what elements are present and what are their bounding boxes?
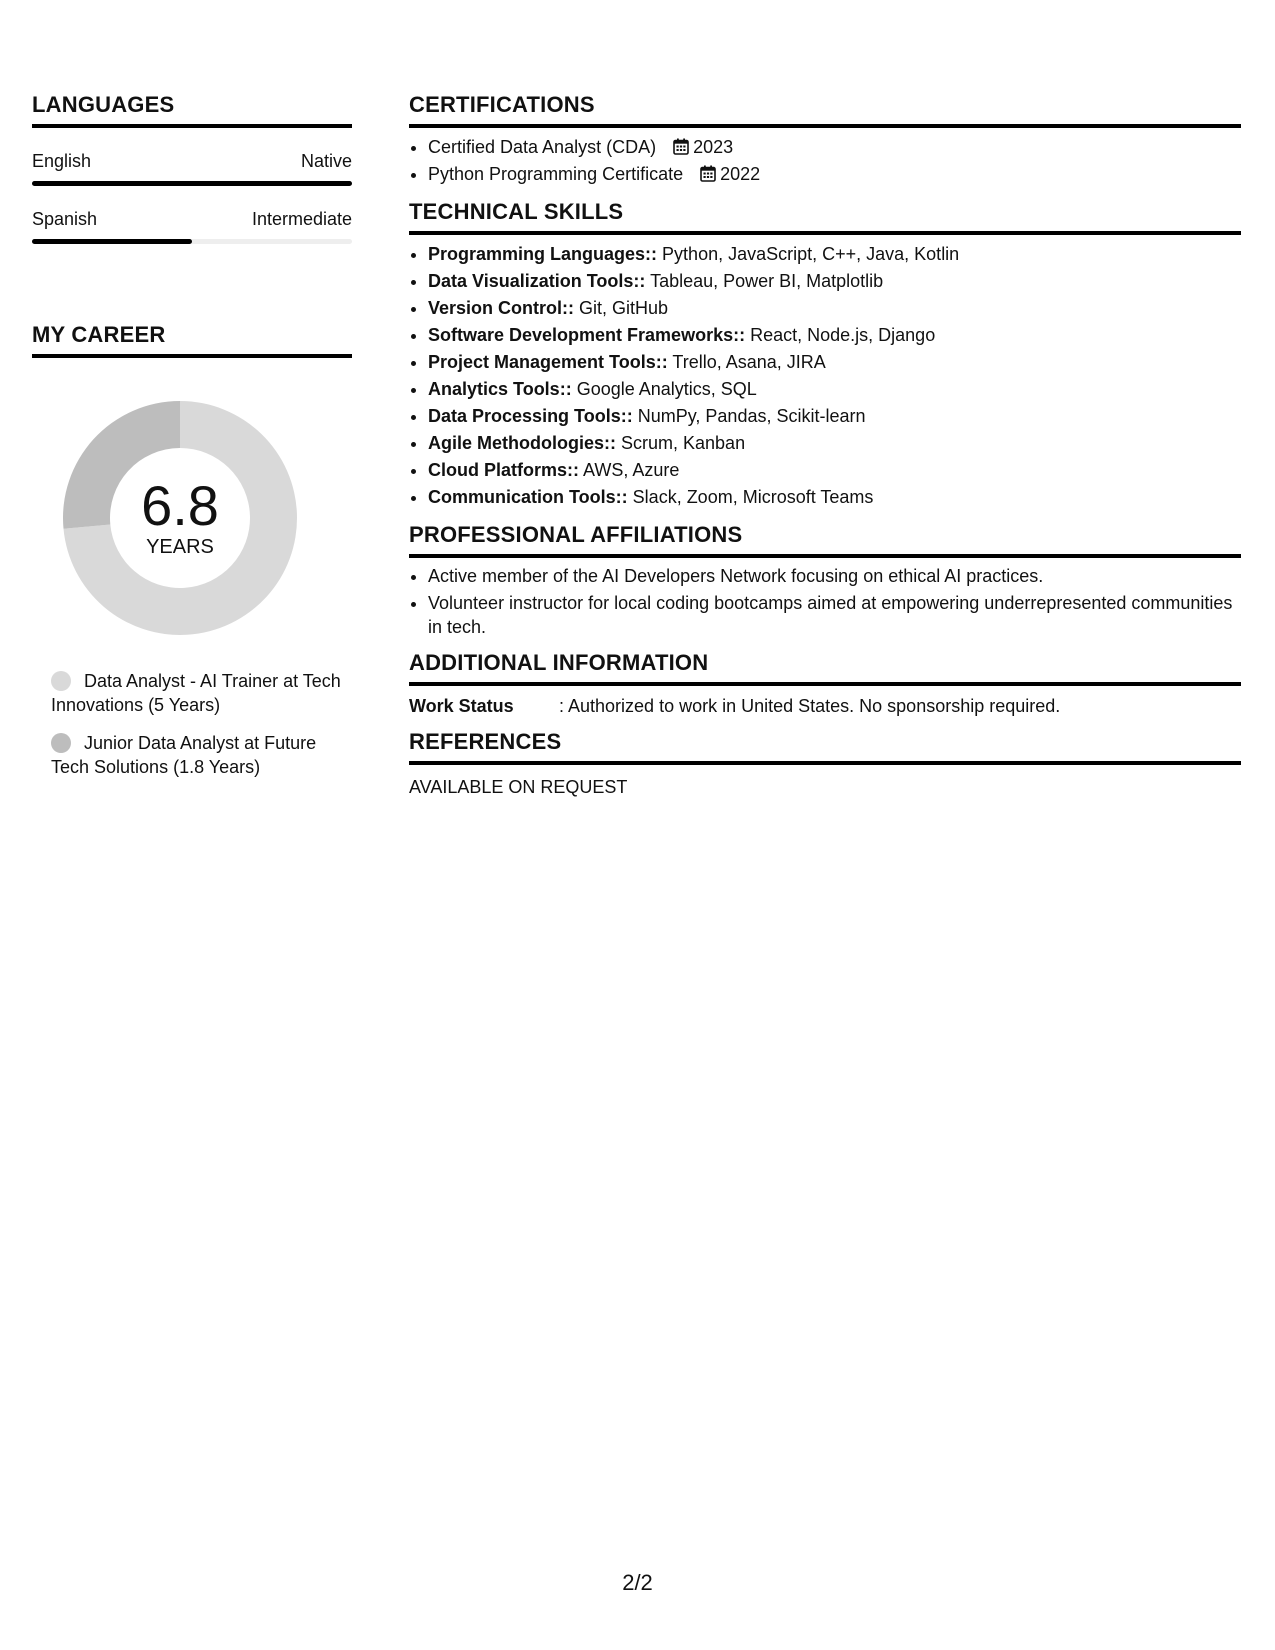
career-total-unit: YEARS xyxy=(146,536,214,558)
language-proficiency-fill xyxy=(32,181,352,186)
skill-value: Google Analytics, SQL xyxy=(576,379,757,399)
affiliations-title: PROFESSIONAL AFFILIATIONS xyxy=(409,522,1241,558)
right-column xyxy=(409,92,1241,810)
language-item-spanish xyxy=(32,208,352,244)
left-column xyxy=(32,92,352,793)
affiliations-list xyxy=(409,564,1241,639)
certification-year: 2022 xyxy=(720,164,761,184)
skill-item xyxy=(428,376,1241,403)
language-item-english xyxy=(32,150,352,186)
skill-label: Software Development Frameworks:: xyxy=(428,325,746,345)
language-proficiency-bar xyxy=(32,239,352,244)
skill-value: AWS, Azure xyxy=(583,460,680,480)
certification-name: Python Programming Certificate xyxy=(428,164,684,184)
skill-value: Scrum, Kanban xyxy=(621,433,746,453)
career-legend-item xyxy=(51,731,352,779)
career-legend xyxy=(51,669,352,779)
career-entry-label: Junior Data Analyst at Future Tech Solutions (1.8 Years) xyxy=(51,733,317,777)
skill-item xyxy=(428,322,1241,349)
calendar-icon xyxy=(700,165,716,182)
certification-item xyxy=(428,161,1241,188)
references-title: REFERENCES xyxy=(409,729,1241,765)
language-level: Native xyxy=(300,151,352,171)
certification-item xyxy=(428,134,1241,161)
skill-item xyxy=(428,457,1241,484)
page-number: 2/2 xyxy=(622,1570,653,1595)
references-section xyxy=(409,729,1241,799)
affiliation-item: • Active member of the AI Developers Network focusing on ethical AI practices. xyxy=(428,564,1241,588)
skill-item xyxy=(428,430,1241,457)
languages-title: LANGUAGES xyxy=(32,92,352,128)
skill-label: Data Processing Tools:: xyxy=(428,406,633,426)
skill-value: Git, GitHub xyxy=(579,298,669,318)
skill-value: React, Node.js, Django xyxy=(750,325,936,345)
skill-item xyxy=(428,349,1241,376)
technical-skills-list xyxy=(409,241,1241,511)
skill-label: Communication Tools:: xyxy=(428,487,628,507)
technical-skills-title: TECHNICAL SKILLS xyxy=(409,199,1241,235)
skill-value: NumPy, Pandas, Scikit-learn xyxy=(637,406,866,426)
certifications-section xyxy=(409,92,1241,188)
skill-value: Slack, Zoom, Microsoft Teams xyxy=(632,487,874,507)
additional-info-section xyxy=(409,650,1241,718)
affiliation-item: • Volunteer instructor for local coding bootcamps aimed at empowering underrepresented communities in tech. xyxy=(428,591,1241,639)
skill-item xyxy=(428,484,1241,511)
skill-value: Tableau, Power BI, Matplotlib xyxy=(650,271,884,291)
skill-label: Agile Methodologies:: xyxy=(428,433,616,453)
skill-label: Programming Languages:: xyxy=(428,244,658,264)
references-text: AVAILABLE ON REQUEST xyxy=(409,777,628,797)
language-proficiency-bar xyxy=(32,181,352,186)
skill-item xyxy=(428,295,1241,322)
skill-label: Analytics Tools:: xyxy=(428,379,572,399)
legend-dot-icon xyxy=(51,733,71,753)
certifications-title: CERTIFICATIONS xyxy=(409,92,1241,128)
affiliations-section xyxy=(409,522,1241,639)
skill-item xyxy=(428,241,1241,268)
career-entry-label: Data Analyst - AI Trainer at Tech Innovations (5 Years) xyxy=(51,671,341,715)
work-status-value: : Authorized to work in United States. No sponsorship required. xyxy=(559,696,1061,716)
skill-value: Python, JavaScript, C++, Java, Kotlin xyxy=(662,244,960,264)
career-legend-item xyxy=(51,669,352,717)
legend-dot-icon xyxy=(51,671,71,691)
calendar-icon xyxy=(673,138,689,155)
work-status-row xyxy=(409,694,1241,718)
certification-year: 2023 xyxy=(693,137,734,157)
skill-item xyxy=(428,268,1241,295)
career-title: MY CAREER xyxy=(32,322,352,358)
technical-skills-section xyxy=(409,199,1241,511)
career-donut-chart xyxy=(55,393,305,643)
skill-label: Data Visualization Tools:: xyxy=(428,271,646,291)
language-proficiency-fill xyxy=(32,239,192,244)
language-name: Spanish xyxy=(32,209,98,229)
work-status-label: Work Status xyxy=(409,696,514,716)
skill-label: Cloud Platforms:: xyxy=(428,460,579,480)
skill-label: Project Management Tools:: xyxy=(428,352,668,372)
skill-label: Version Control:: xyxy=(428,298,575,318)
skill-item xyxy=(428,403,1241,430)
additional-info-title: ADDITIONAL INFORMATION xyxy=(409,650,1241,686)
skill-value: Trello, Asana, JIRA xyxy=(672,352,826,372)
career-total-value: 6.8 xyxy=(141,474,219,537)
language-name: English xyxy=(32,151,92,171)
certifications-list xyxy=(409,134,1241,188)
certification-name: Certified Data Analyst (CDA) xyxy=(428,137,657,157)
language-level: Intermediate xyxy=(251,209,352,229)
